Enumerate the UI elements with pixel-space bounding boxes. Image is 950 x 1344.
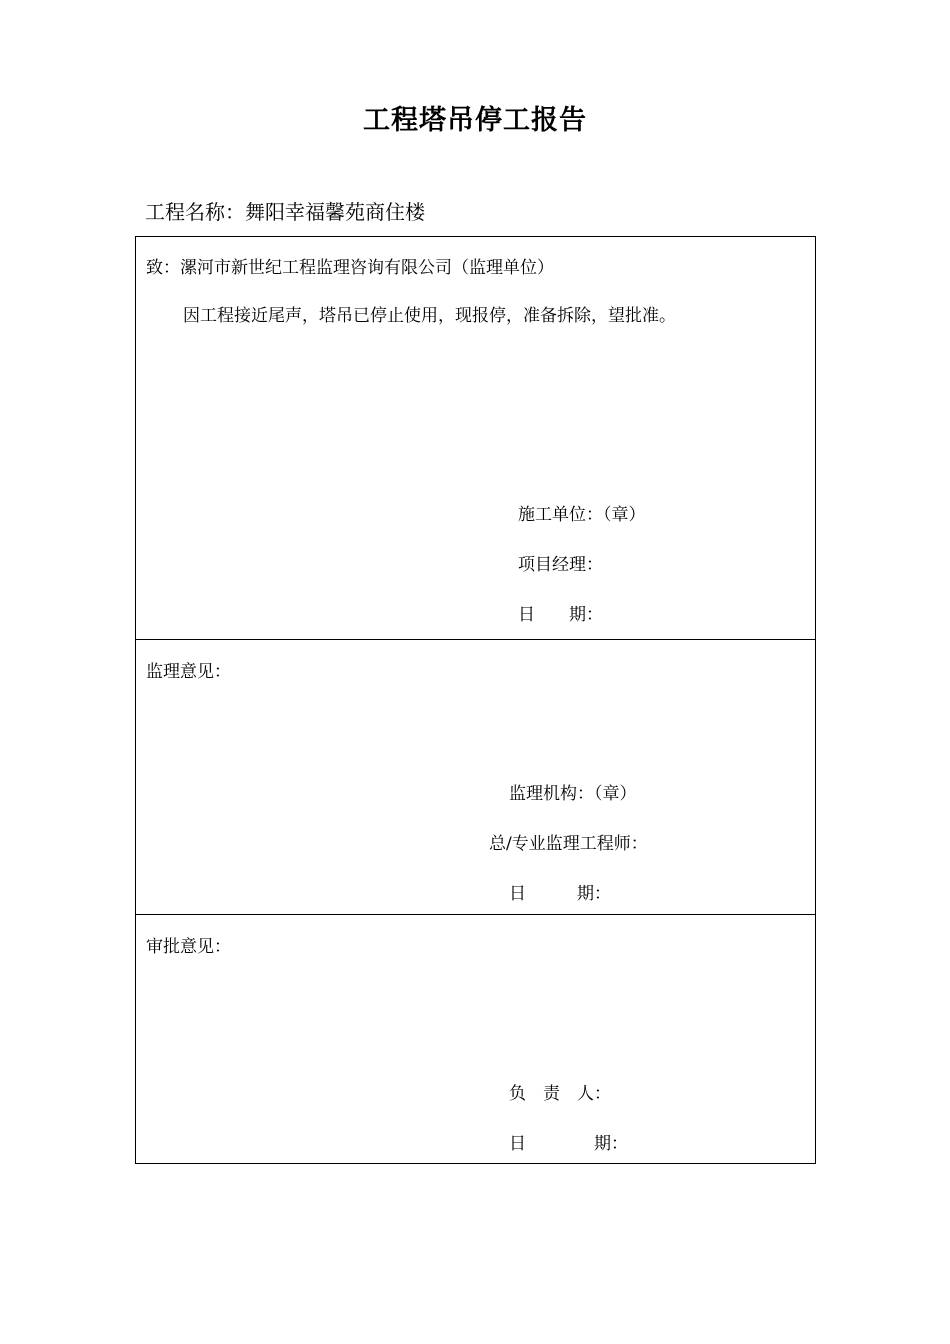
project-name-value: 舞阳幸福馨苑商住楼 — [245, 200, 425, 224]
approval-date-label: 日 期： — [509, 1134, 628, 1154]
approval-section — [136, 915, 815, 1165]
project-name-line — [145, 196, 425, 225]
supervision-engineer-label: 总/专业监理工程师： — [489, 834, 648, 854]
supervision-date-label: 日 期： — [509, 884, 611, 904]
report-form — [135, 236, 816, 1164]
report-body: 因工程接近尾声，塔吊已停止使用，现报停，准备拆除，望批准。 — [183, 306, 676, 326]
addressee-value: 漯河市新世纪工程监理咨询有限公司（监理单位） — [180, 258, 554, 278]
supervision-section — [136, 640, 815, 915]
project-manager-label: 项目经理： — [518, 555, 603, 575]
project-name-label: 工程名称： — [145, 200, 245, 224]
responsible-person-label: 负 责 人： — [509, 1084, 611, 1104]
contractor-date-label: 日 期： — [518, 605, 603, 625]
supervision-org-seal-label: 监理机构：（章） — [509, 784, 637, 804]
page-title: 工程塔吊停工报告 — [363, 105, 587, 136]
approval-opinion-label: 审批意见： — [146, 937, 231, 957]
addressee-label: 致： — [146, 258, 180, 278]
supervision-opinion-label: 监理意见： — [146, 662, 231, 682]
contractor-section — [136, 237, 815, 640]
addressee-line — [146, 253, 554, 278]
contractor-seal-label: 施工单位：（章） — [518, 505, 646, 525]
